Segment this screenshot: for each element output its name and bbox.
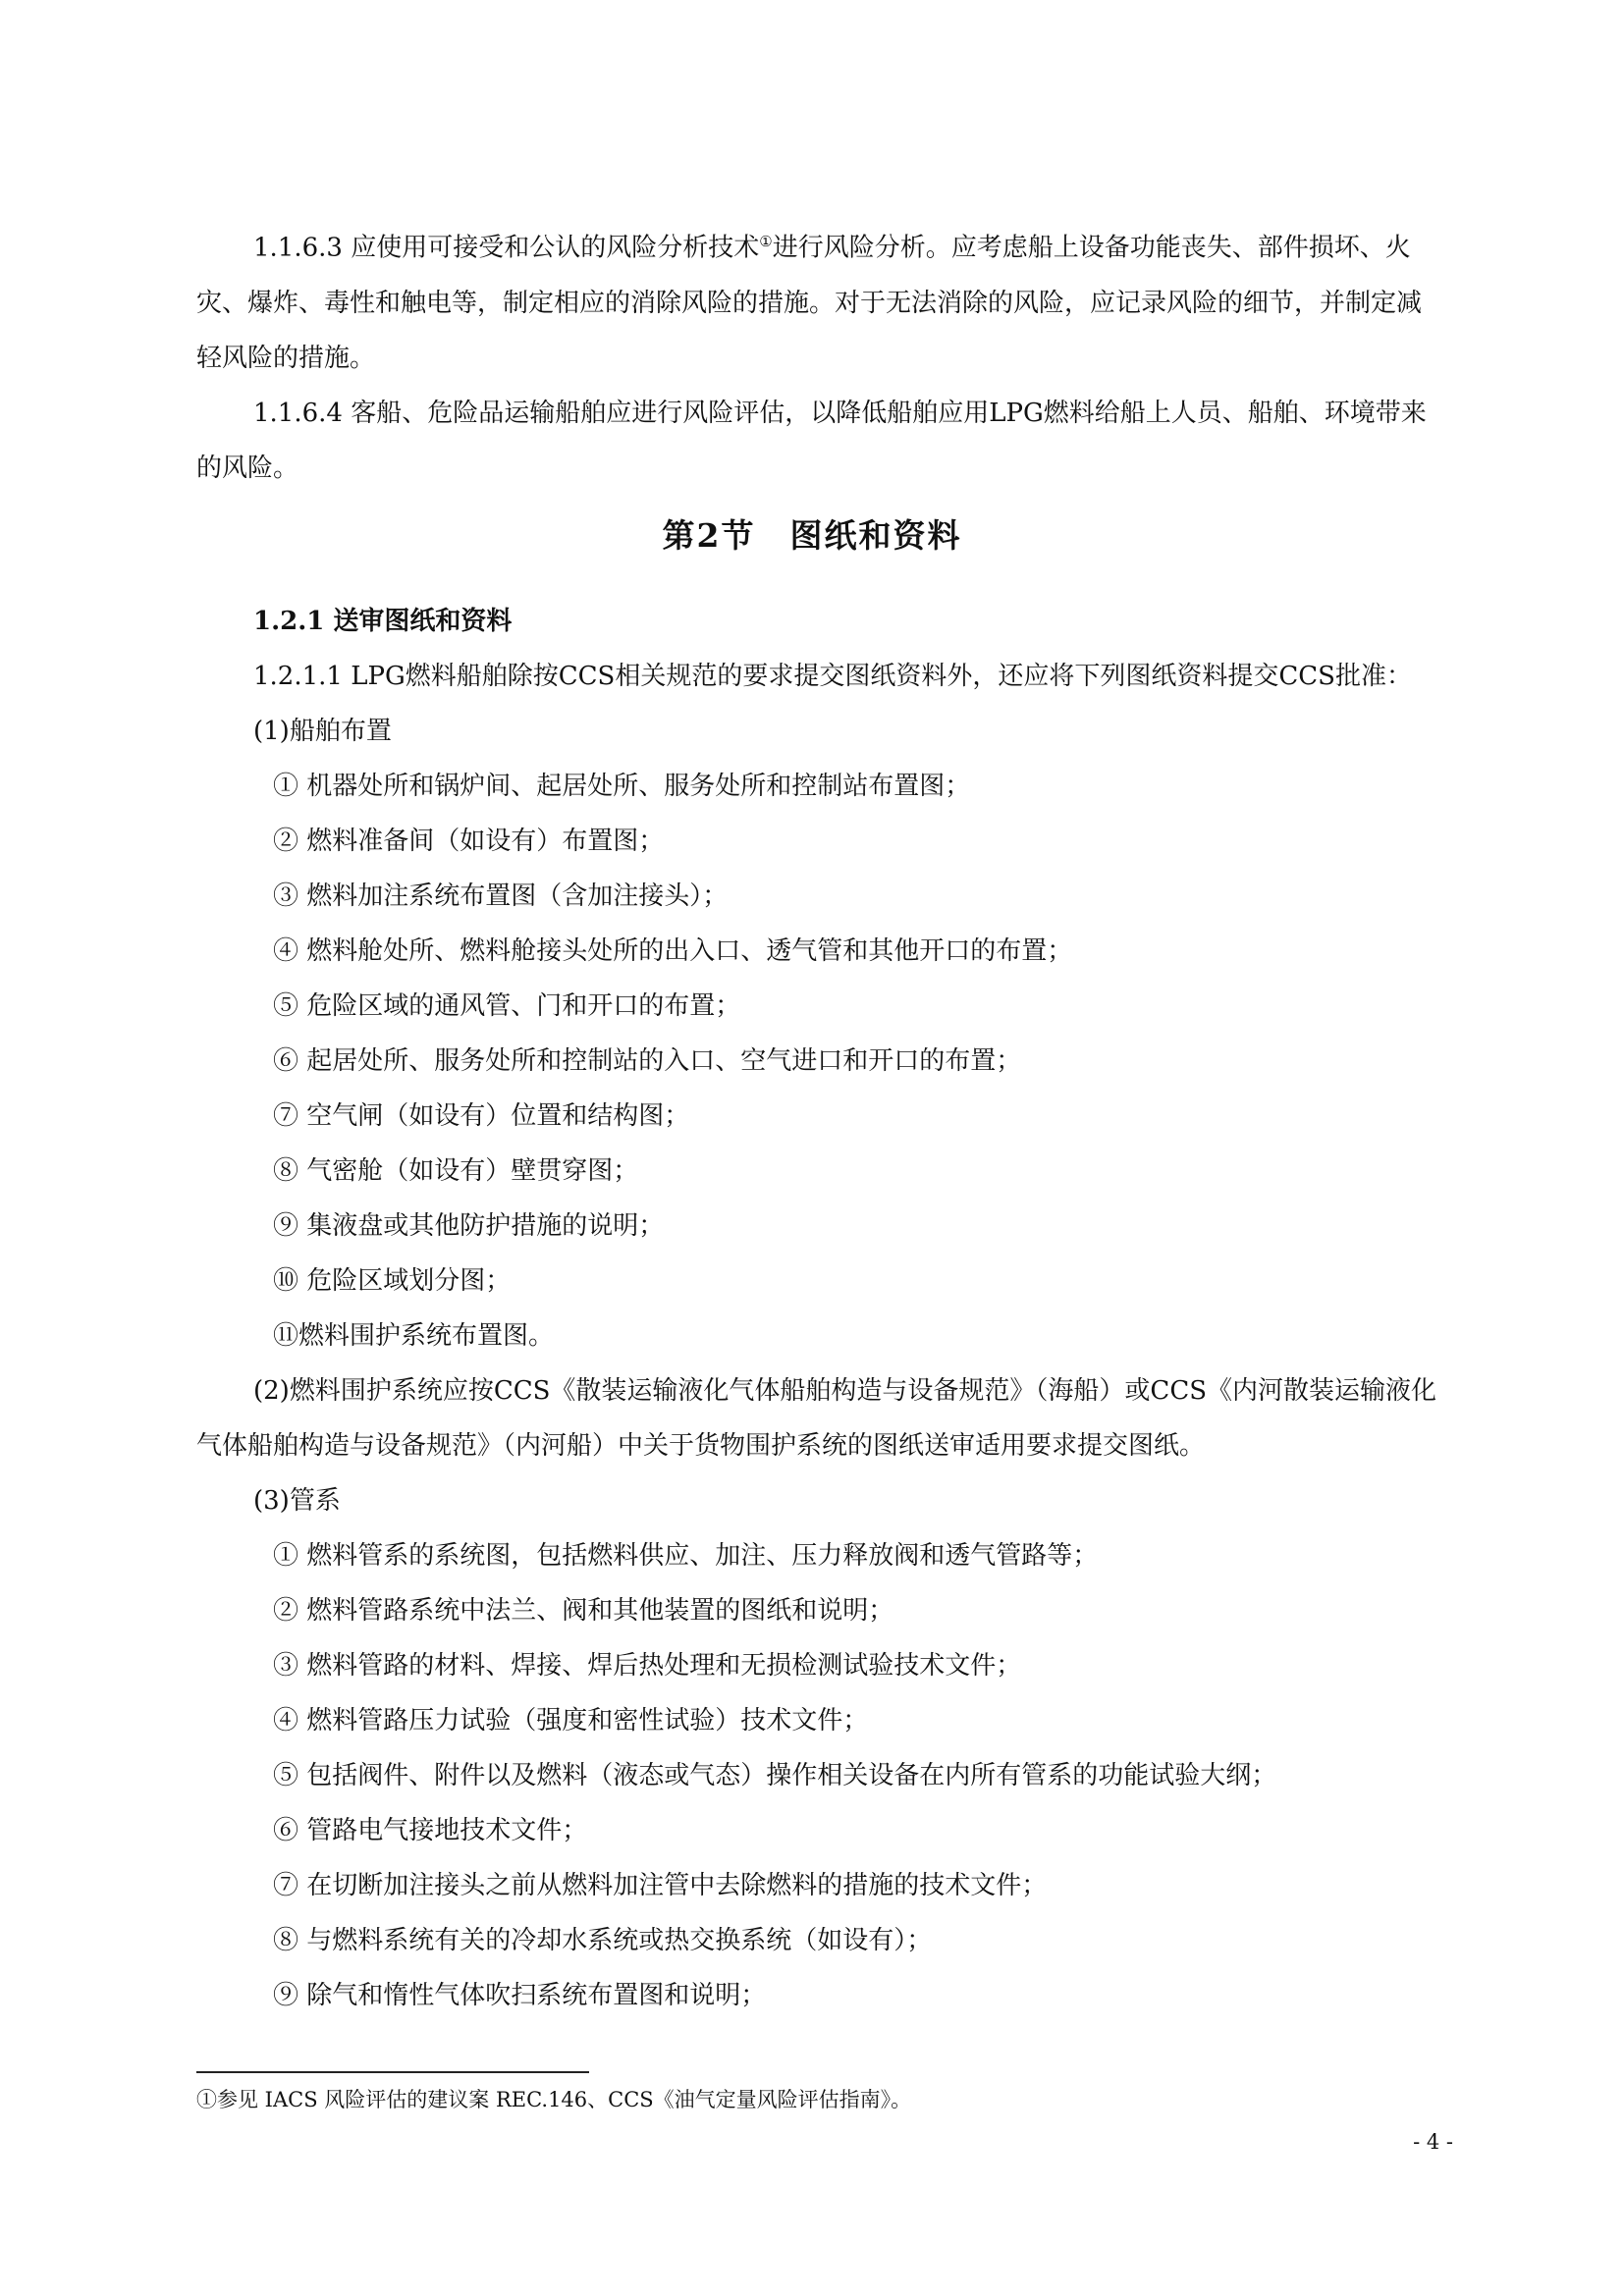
list-item: ⑨ 集液盘或其他防护措施的说明； <box>273 1211 665 1241</box>
paragraph-1-1-6-3 <box>196 214 1443 386</box>
list-item: ③ 燃料管路的材料、焊接、焊后热处理和无损检测试验技术文件； <box>273 1651 1022 1681</box>
list-item: ④ 燃料管路压力试验（强度和密性试验）技术文件； <box>273 1706 869 1735</box>
footnote: ①参见 IACS 风险评估的建议案 REC.146、CCS《油气定量风险评估指南》。 <box>196 2088 912 2111</box>
list-item: ⑪燃料围护系统布置图。 <box>273 1321 555 1351</box>
list-item: ② 燃料管路系统中法兰、阀和其他装置的图纸和说明； <box>273 1596 894 1626</box>
list-item: ① 机器处所和锅炉间、起居处所、服务处所和控制站布置图； <box>273 772 971 801</box>
paragraph-1-1-6-4: 1.1.6.4 客船、危险品运输船舶应进行风险评估，以降低船舶应用LPG燃料给船上人员、船舶、环境带来的风险。 <box>196 398 1427 483</box>
main-content <box>196 594 1443 2023</box>
list-item: ⑤ 危险区域的通风管、门和开口的布置； <box>273 991 741 1021</box>
intro-paragraph: 1.2.1.1 LPG燃料船舶除按CCS相关规范的要求提交图纸资料外，还应将下列图纸资料提交CCS批准： <box>253 662 1412 691</box>
list-item: ⑦ 在切断加注接头之前从燃料加注管中去除燃料的措施的技术文件； <box>273 1871 1048 1900</box>
list-item: ⑤ 包括阀件、附件以及燃料（液态或气态）操作相关设备在内所有管系的功能试验大纲； <box>273 1761 1277 1790</box>
group2-paragraph: (2)燃料围护系统应按CCS《散装运输液化气体船舶构造与设备规范》（海船）或CCS《内河散装运输液化气体船舶构造与设备规范》（内河船）中关于货物围护系统的图纸送审适用要求提交图纸。 <box>196 1376 1437 1461</box>
list-item: ⑦ 空气闸（如设有）位置和结构图； <box>273 1101 690 1131</box>
list-item: ⑥ 管路电气接地技术文件； <box>273 1816 588 1845</box>
list-item: ① 燃料管系的系统图，包括燃料供应、加注、压力释放阀和透气管路等； <box>273 1541 1099 1571</box>
list-item: ② 燃料准备间（如设有）布置图； <box>273 827 665 856</box>
subsection-heading: 1.2.1 送审图纸和资料 <box>253 607 513 636</box>
list-item: ⑧ 气密舱（如设有）壁贯穿图； <box>273 1156 639 1186</box>
top-paragraphs <box>196 214 1443 496</box>
list-item: ⑩ 危险区域划分图； <box>273 1266 512 1296</box>
list-item: ⑥ 起居处所、服务处所和控制站的入口、空气进口和开口的布置； <box>273 1046 1022 1076</box>
footnote-divider <box>196 2071 589 2073</box>
group3-title: (3)管系 <box>253 1486 341 1516</box>
page-number: - 4 - <box>1413 2130 1453 2154</box>
list-item: ④ 燃料舱处所、燃料舱接头处所的出入口、透气管和其他开口的布置； <box>273 936 1073 966</box>
paragraph-1-1-6-3-tail: 进行风险分析。应考虑船上设备功能丧失、部件损坏、火灾、爆炸、毒性和触电等，制定相应的消除风险的措施。对于无法消除的风险，应记录风险的细节，并制定减轻风险的措施。 <box>196 233 1423 373</box>
list-item: ⑧ 与燃料系统有关的冷却水系统或热交换系统（如设有）； <box>273 1926 933 1955</box>
list-item: ⑨ 除气和惰性气体吹扫系统布置图和说明； <box>273 1981 767 2010</box>
group1-title: (1)船舶布置 <box>253 717 392 746</box>
section-title: 第2节 图纸和资料 <box>662 516 962 555</box>
list-item: ③ 燃料加注系统布置图（含加注接头）； <box>273 881 729 911</box>
paragraph-1-1-6-3-lead: 1.1.6.3 应使用可接受和公认的风险分析技术 <box>253 233 760 263</box>
footnote-ref[interactable]: ① <box>759 233 773 250</box>
